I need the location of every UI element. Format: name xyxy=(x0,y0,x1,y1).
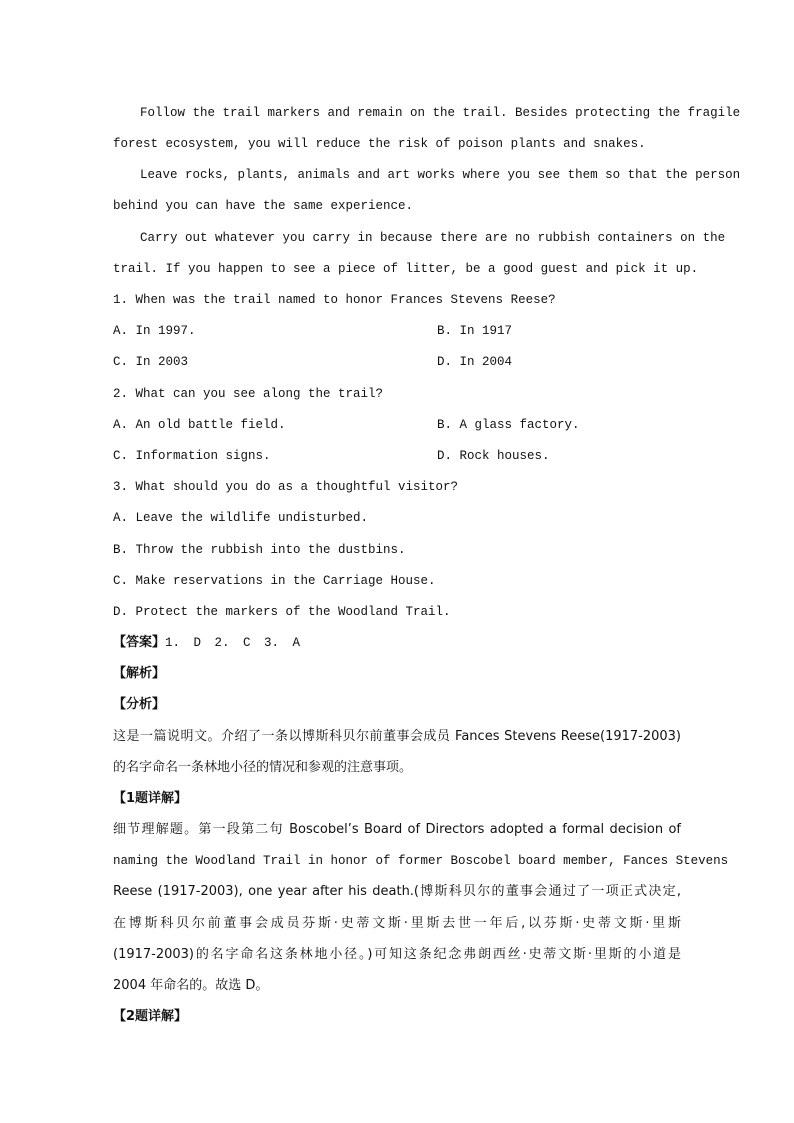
q1-detail-heading: 【1题详解】 xyxy=(113,791,188,806)
q1-detail-line-6: 2004 年命名的。故选 D。 xyxy=(113,978,269,993)
answer-label: 【答案】 xyxy=(113,635,166,650)
question-3-option-c: C. Make reservations in the Carriage House. xyxy=(113,574,436,588)
q1-detail-line-2: naming the Woodland Trail in honor of former Boscobel board member, Fances Stevens xyxy=(113,854,729,868)
question-1-stem: 1. When was the trail named to honor Frances Stevens Reese? xyxy=(113,293,556,307)
question-2-option-a: A. An old battle field. xyxy=(113,418,286,432)
question-3-option-a: A. Leave the wildlife undisturbed. xyxy=(113,511,369,525)
question-1-option-d: D. In 2004 xyxy=(437,355,513,369)
q1-detail-line-5: (1917-2003)的名字命名这条林地小径。)可知这条纪念弗朗西丝·史蒂文斯·里斯的小道是 xyxy=(113,947,681,962)
q1-detail-line-1: 细节理解题。第一段第二句 Boscobel’s Board of Directors adopted a formal decision of xyxy=(113,822,681,837)
question-2-option-d: D. Rock houses. xyxy=(437,449,550,463)
q1-detail-line-4: 在博斯科贝尔前董事会成员芬斯·史蒂文斯·里斯去世一年后,以芬斯·史蒂文斯·里斯 xyxy=(113,916,681,931)
jiexi-heading: 【解析】 xyxy=(113,666,166,681)
fenxi-heading: 【分析】 xyxy=(113,697,166,712)
question-1-option-b: B. In 1917 xyxy=(437,324,513,338)
fenxi-line-1: 这是一篇说明文。介绍了一条以博斯科贝尔前董事会成员 Fances Stevens Reese(1917-2003) xyxy=(113,729,681,744)
answer-values: 1. D 2. C 3. A xyxy=(165,636,301,650)
question-1-option-a: A. In 1997. xyxy=(113,324,196,338)
passage-paragraph-2-line-2: behind you can have the same experience. xyxy=(113,199,414,213)
question-2-option-b: B. A glass factory. xyxy=(437,418,580,432)
passage-paragraph-3-line-1: Carry out whatever you carry in because there are no rubbish containers on the xyxy=(140,231,726,245)
question-2-option-c: C. Information signs. xyxy=(113,449,271,463)
question-3-option-b: B. Throw the rubbish into the dustbins. xyxy=(113,543,406,557)
passage-paragraph-1-line-1: Follow the trail markers and remain on the trail. Besides protecting the fragile xyxy=(140,106,741,120)
question-3-stem: 3. What should you do as a thoughtful visitor? xyxy=(113,480,459,494)
q1-detail-line-3: Reese (1917-2003), one year after his death.(博斯科贝尔的董事会通过了一项正式决定, xyxy=(113,884,681,899)
q2-detail-heading: 【2题详解】 xyxy=(113,1009,188,1024)
passage-paragraph-2-line-1: Leave rocks, plants, animals and art works where you see them so that the person xyxy=(140,168,741,182)
answer-line xyxy=(113,633,300,653)
passage-paragraph-1-line-2: forest ecosystem, you will reduce the risk of poison plants and snakes. xyxy=(113,137,646,151)
question-3-option-d: D. Protect the markers of the Woodland Trail. xyxy=(113,605,451,619)
question-2-stem: 2. What can you see along the trail? xyxy=(113,387,384,401)
fenxi-line-2: 的名字命名一条林地小径的情况和参观的注意事项。 xyxy=(113,760,413,775)
passage-paragraph-3-line-2: trail. If you happen to see a piece of litter, be a good guest and pick it up. xyxy=(113,262,699,276)
question-1-option-c: C. In 2003 xyxy=(113,355,189,369)
